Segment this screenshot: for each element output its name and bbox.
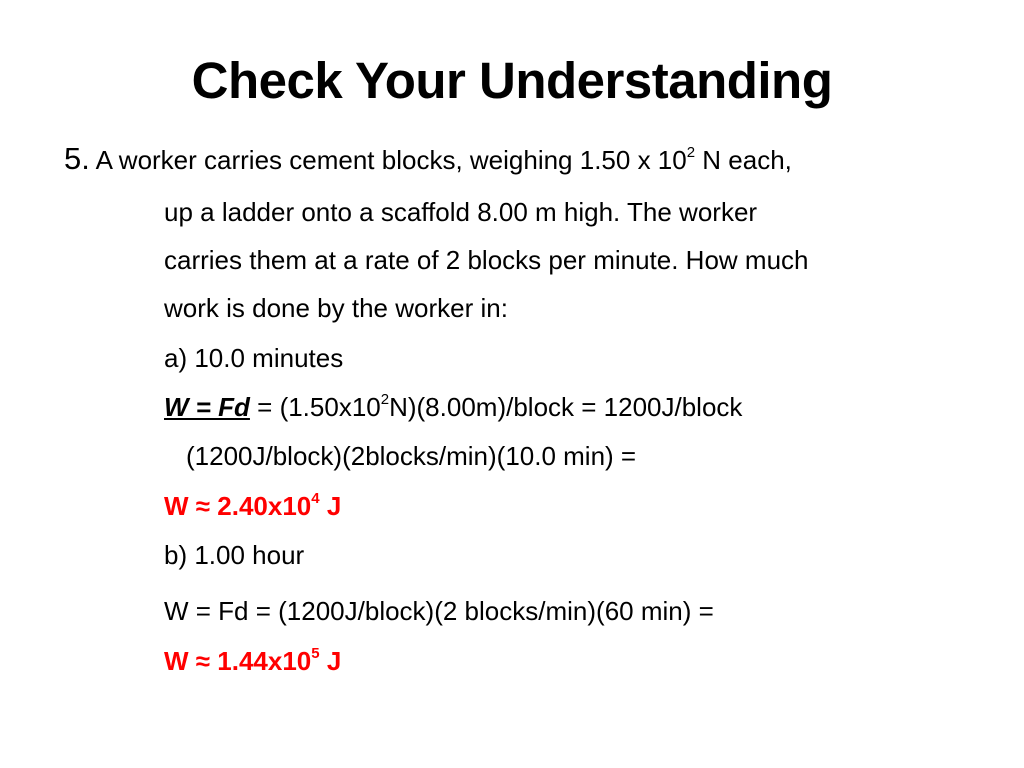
problem-text-1b: N each, [695,145,792,175]
part-a-calc-1 [164,390,742,424]
part-a-answer [164,489,341,523]
part-a-calc-1a: = (1.50x10 [249,392,381,422]
problem-line-2: up a ladder onto a scaffold 8.00 m high. The worker [164,197,758,227]
problem-line-3: carries them at a rate of 2 blocks per minute. How much [164,245,809,275]
part-a-calc-2: (1200J/block)(2blocks/min)(10.0 min) = [186,441,637,471]
work-formula: W = Fd [164,392,250,422]
part-a-label: a) 10.0 minutes [164,343,344,373]
part-a-calc-exponent: 2 [380,391,390,409]
part-b-label: b) 1.00 hour [164,540,305,570]
part-b-answer [164,644,341,678]
problem-exponent: 2 [686,144,696,162]
problem-number: 5. [64,141,90,176]
part-a-answer-exponent: 4 [311,490,320,508]
part-a-answer-value: W ≈ 2.40x10 [164,491,312,521]
problem-line-1 [64,142,792,177]
part-b-answer-value: W ≈ 1.44x10 [164,646,312,676]
slide-title: Check Your Understanding [191,52,833,109]
part-b-calc: W = Fd = (1200J/block)(2 blocks/min)(60 min) = [164,596,714,626]
part-b-answer-unit: J [319,646,342,676]
part-a-answer-unit: J [319,491,342,521]
problem-line-4: work is done by the worker in: [164,293,508,323]
part-a-calc-1b: N)(8.00m)/block = 1200J/block [389,392,743,422]
problem-text-1a: A worker carries cement blocks, weighing 1.50 x 10 [95,145,687,175]
part-b-answer-exponent: 5 [311,645,320,663]
